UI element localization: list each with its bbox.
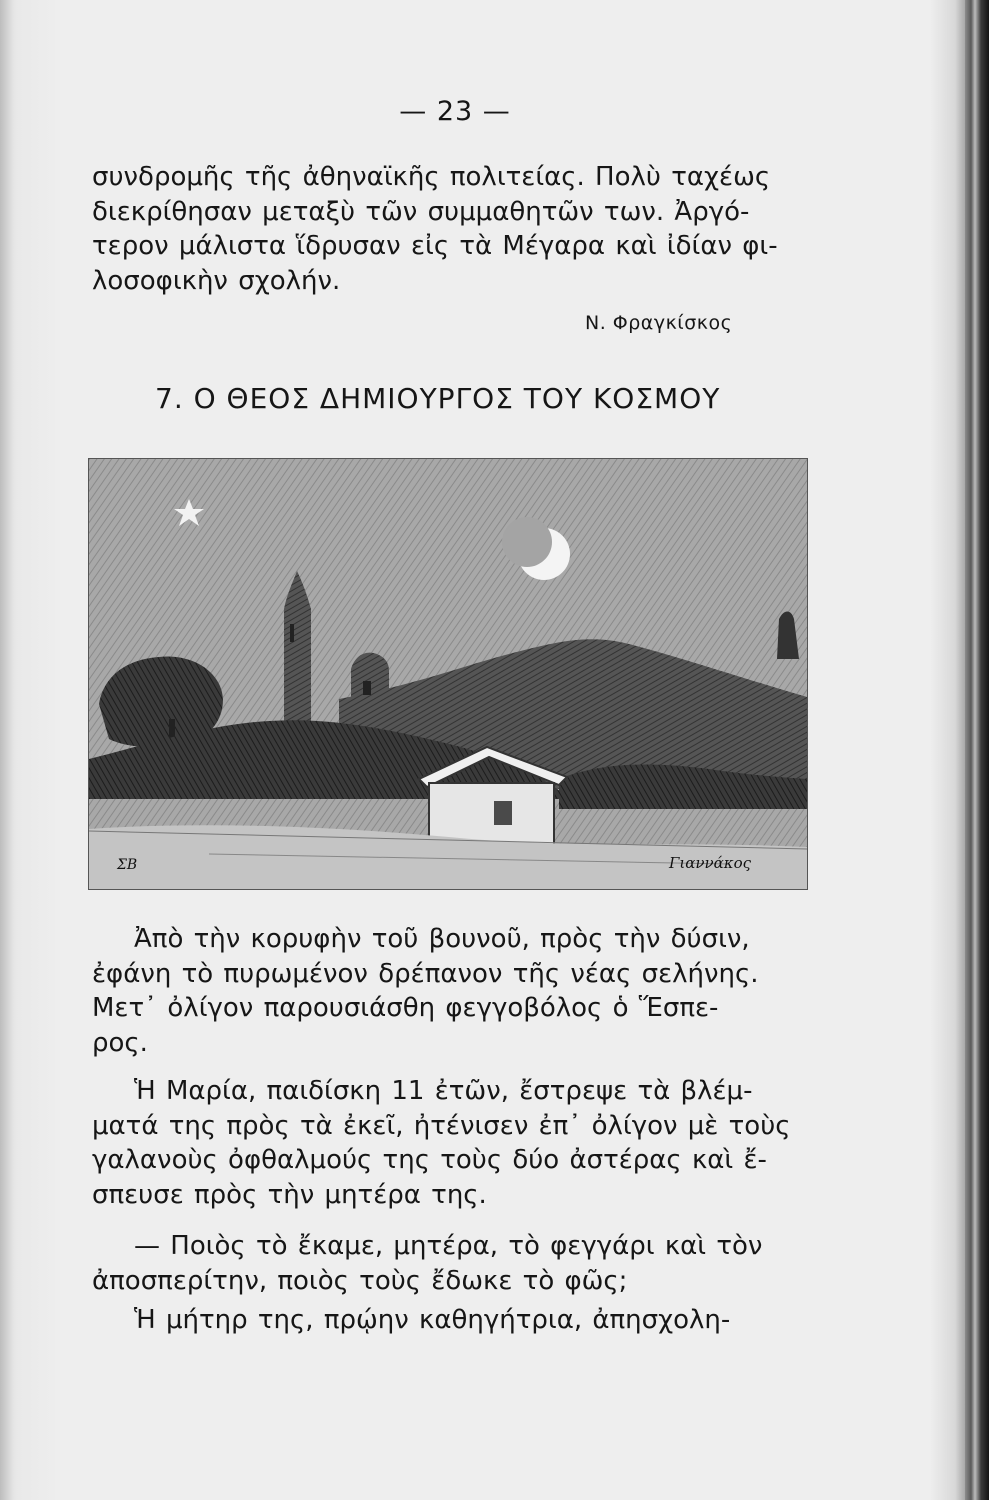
paragraph-line: Ἀπὸ τὴν κορυφὴν τοῦ βουνοῦ, πρὸς τὴν δύσιν, <box>134 924 750 954</box>
night-landscape-illustration <box>88 458 808 890</box>
paragraph-line: λοσοφικὴν σχολήν. <box>92 265 341 296</box>
paragraph-line: ρος. <box>92 1027 148 1058</box>
author-name: Ν. Φραγκίσκος <box>585 312 733 334</box>
page-edge <box>965 0 989 1500</box>
spine-shadow <box>0 0 14 1500</box>
paragraph-1 <box>92 160 832 298</box>
paragraph-line: Ἡ μήτηρ της, πρῴην καθηγήτρια, ἀπησχολη- <box>134 1305 731 1335</box>
page-number: — 23 — <box>399 96 511 127</box>
paragraph-line: διεκρίθησαν μεταξὺ τῶν συμμαθητῶν των. Ἀργό- <box>92 196 750 227</box>
paragraph-line: Μετ᾽ ὀλίγον παρουσιάσθη φεγγοβόλος ὁ Ἕσπε- <box>92 993 719 1023</box>
paragraph-line: — Ποιὸς τὸ ἔκαμε, μητέρα, τὸ φεγγάρι καὶ τὸν <box>134 1231 763 1261</box>
illustration-signature-left: ΣΒ <box>117 857 138 873</box>
paragraph-2 <box>92 922 832 1060</box>
illustration-signature-right: Γιαννάκος <box>669 854 752 872</box>
paragraph-line: Ἡ Μαρία, παιδίσκη 11 ἐτῶν, ἔστρεψε τὰ βλέμ- <box>134 1076 753 1106</box>
chapter-heading: 7. Ο ΘΕΟΣ ΔΗΜΙΟΥΡΓΟΣ ΤΟΥ ΚΟΣΜΟΥ <box>155 382 721 415</box>
paragraph-line: ἐφάνη τὸ πυρωμένον δρέπανον τῆς νέας σελήνης. <box>92 958 759 989</box>
paragraph-line: γαλανοὺς ὀφθαλμούς της τοὺς δύο ἀστέρας καὶ ἔ- <box>92 1145 767 1175</box>
paragraph-line: ἀποσπερίτην, ποιὸς τοὺς ἔδωκε τὸ φῶς; <box>92 1265 628 1296</box>
paragraph-line: σπευσε πρὸς τὴν μητέρα της. <box>92 1179 487 1210</box>
paragraph-line: συνδρομῆς τῆς ἀθηναϊκῆς πολιτείας. Πολὺ ταχέως <box>92 162 771 192</box>
paragraph-3 <box>92 1074 832 1212</box>
paragraph-5 <box>92 1303 832 1338</box>
paragraph-4 <box>92 1229 832 1298</box>
paragraph-line: ματά της πρὸς τὰ ἐκεῖ, ἠτένισεν ἐπ᾽ ὀλίγον μὲ τοὺς <box>92 1110 791 1141</box>
paragraph-line: τερον μάλιστα ἵδρυσαν εἰς τὰ Μέγαρα καὶ ἰδίαν φι- <box>92 231 778 261</box>
